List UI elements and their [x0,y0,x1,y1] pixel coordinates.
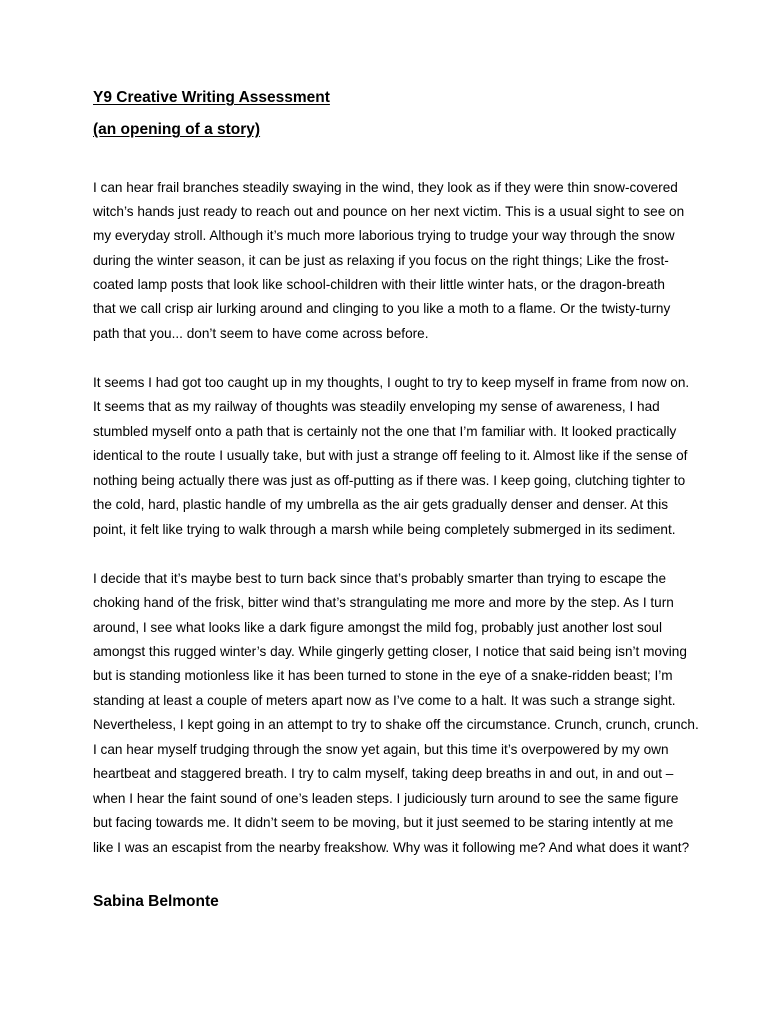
author-name: Sabina Belmonte [93,893,219,910]
paragraph-line: heartbeat and staggered breath. I try to calm myself, taking deep breaths in and out, in and out – [93,766,674,781]
paragraph-line: around, I see what looks like a dark figure amongst the mild fog, probably just another lost soul [93,620,662,635]
paragraph-line: when I hear the faint sound of one’s leaden steps. I judiciously turn around to see the same figure [93,791,679,806]
paragraph-line: but facing towards me. It didn’t seem to be moving, but it just seemed to be staring intently at me [93,815,674,830]
document-subtitle: (an opening of a story) [93,121,261,138]
paragraph-line: I can hear frail branches steadily swaying in the wind, they look as if they were thin snow-covered [93,180,678,195]
paragraph-line: nothing being actually there was just as off-putting as if there was. I keep going, clutching tighter to [93,473,686,488]
paragraph-line: It seems I had got too caught up in my thoughts, I ought to try to keep myself in frame from now on. [93,375,690,390]
paragraph-line: choking hand of the frisk, bitter wind that’s strangulating me more and more by the step. As I turn [93,595,674,610]
paragraph-line: like I was an escapist from the nearby freakshow. Why was it following me? And what does it want? [93,840,690,855]
paragraph-line: that we call crisp air lurking around and clinging to you like a moth to a flame. Or the twisty-turny [93,301,671,316]
paragraph-line: during the winter season, it can be just as relaxing if you focus on the right things; Like the frost- [93,253,669,268]
paragraph-line: the cold, hard, plastic handle of my umbrella as the air gets gradually denser and denser. At this [93,497,669,512]
paragraph-line: my everyday stroll. Although it’s much more laborious trying to trudge your way through the snow [93,228,675,243]
paragraph-line: stumbled myself onto a path that is certainly not the one that I’m familiar with. It looked practically [93,424,677,439]
paragraph-line: Nevertheless, I kept going in an attempt to try to shake off the circumstance. Crunch, crunch, crunch. [93,717,699,732]
paragraph-line: point, it felt like trying to walk through a marsh while being completely submerged in its sediment. [93,522,676,537]
document-title: Y9 Creative Writing Assessment [93,89,330,106]
paragraph-line: identical to the route I usually take, but with just a strange off feeling to it. Almost like if the sense of [93,448,688,463]
paragraph-line: It seems that as my railway of thoughts was steadily enveloping my sense of awareness, I had [93,399,660,414]
paragraph-line: standing at least a couple of meters apart now as I’ve come to a halt. It was such a strange sight. [93,693,676,708]
paragraph-line: I can hear myself trudging through the snow yet again, but this time it’s overpowered by my own [93,742,669,757]
paragraph-line: amongst this rugged winter’s day. While gingerly getting closer, I notice that said being isn’t moving [93,644,687,659]
paragraph-line: path that you... don’t seem to have come across before. [93,326,429,341]
paragraph-line: I decide that it’s maybe best to turn back since that’s probably smarter than trying to escape the [93,571,667,586]
paragraph-line: witch’s hands just ready to reach out and pounce on her next victim. This is a usual sight to see on [93,204,685,219]
paragraph-line: coated lamp posts that look like school-children with their little winter hats, or the dragon-breath [93,277,665,292]
paragraph-line: but is standing motionless like it has been turned to stone in the eye of a snake-ridden beast; I’m [93,668,673,683]
